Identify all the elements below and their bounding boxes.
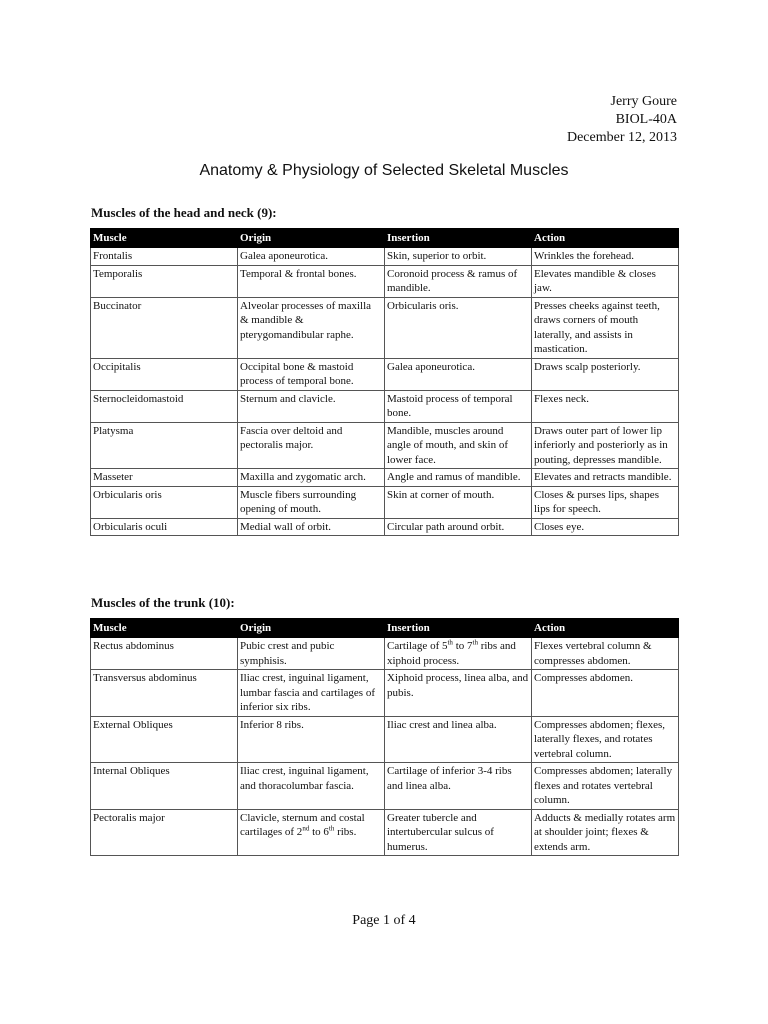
origin-cell: Occipital bone & mastoid process of temporal bone.	[238, 358, 385, 390]
muscle-cell: Frontalis	[91, 248, 238, 266]
table-row	[91, 638, 679, 670]
table-row	[91, 297, 679, 358]
table-row	[91, 248, 679, 266]
page-number: Page 1 of 4	[352, 913, 416, 928]
action-cell: Elevates and retracts mandible.	[532, 469, 679, 487]
muscle-cell: External Obliques	[91, 716, 238, 763]
muscle-cell: Occipitalis	[91, 358, 238, 390]
action-cell: Compresses abdomen; laterally flexes and rotates vertebral column.	[532, 763, 679, 810]
table-row	[91, 518, 679, 536]
trunk-table	[90, 618, 679, 856]
table-row	[91, 358, 679, 390]
insertion-cell: Galea aponeurotica.	[385, 358, 532, 390]
action-cell: Flexes vertebral column & compresses abdomen.	[532, 638, 679, 670]
section-heading-trunk: Muscles of the trunk (10):	[91, 595, 235, 610]
insertion-cell: Xiphoid process, linea alba, and pubis.	[385, 670, 532, 717]
origin-cell: Muscle fibers surrounding opening of mouth.	[238, 486, 385, 518]
table-header-row	[91, 229, 679, 248]
origin-cell: Galea aponeurotica.	[238, 248, 385, 266]
action-cell: Closes eye.	[532, 518, 679, 536]
insertion-cell: Circular path around orbit.	[385, 518, 532, 536]
muscle-cell: Masseter	[91, 469, 238, 487]
action-cell: Closes & purses lips, shapes lips for speech.	[532, 486, 679, 518]
insertion-cell: Greater tubercle and intertubercular sulcus of humerus.	[385, 809, 532, 856]
muscle-cell: Pectoralis major	[91, 809, 238, 856]
course-code: BIOL-40A	[615, 112, 677, 127]
insertion-cell: Iliac crest and linea alba.	[385, 716, 532, 763]
origin-cell: Medial wall of orbit.	[238, 518, 385, 536]
origin-cell: Iliac crest, inguinal ligament, lumbar fascia and cartilages of inferior six ribs.	[238, 670, 385, 717]
muscle-cell: Internal Obliques	[91, 763, 238, 810]
muscle-cell: Transversus abdominus	[91, 670, 238, 717]
insertion-cell: Skin at corner of mouth.	[385, 486, 532, 518]
column-header-origin: Origin	[238, 229, 385, 248]
column-header-muscle: Muscle	[91, 229, 238, 248]
insertion-cell: Cartilage of 5th to 7th ribs and xiphoid process.	[385, 638, 532, 670]
column-header-action: Action	[532, 229, 679, 248]
table-row	[91, 716, 679, 763]
author-block	[567, 93, 677, 147]
muscle-cell: Sternocleidomastoid	[91, 390, 238, 422]
muscle-cell: Rectus abdominus	[91, 638, 238, 670]
action-cell: Compresses abdomen; flexes, laterally flexes, and rotates vertebral column.	[532, 716, 679, 763]
insertion-cell: Orbicularis oris.	[385, 297, 532, 358]
table-row	[91, 809, 679, 856]
table-row	[91, 265, 679, 297]
action-cell: Draws outer part of lower lip inferiorly and posteriorly as in pouting, depresses mandible.	[532, 422, 679, 469]
table-row	[91, 390, 679, 422]
origin-cell: Sternum and clavicle.	[238, 390, 385, 422]
head-neck-table	[90, 228, 679, 536]
column-header-insertion: Insertion	[385, 229, 532, 248]
column-header-muscle: Muscle	[91, 619, 238, 638]
document-date: December 12, 2013	[566, 130, 677, 145]
origin-cell: Alveolar processes of maxilla & mandible & pterygomandibular raphe.	[238, 297, 385, 358]
action-cell: Compresses abdomen.	[532, 670, 679, 717]
section-heading-head-neck: Muscles of the head and neck (9):	[91, 205, 277, 220]
action-cell: Elevates mandible & closes jaw.	[532, 265, 679, 297]
insertion-cell: Mandible, muscles around angle of mouth, and skin of lower face.	[385, 422, 532, 469]
muscle-cell: Temporalis	[91, 265, 238, 297]
table-header-row	[91, 619, 679, 638]
insertion-cell: Cartilage of inferior 3-4 ribs and linea alba.	[385, 763, 532, 810]
action-cell: Adducts & medially rotates arm at shoulder joint; flexes & extends arm.	[532, 809, 679, 856]
page-title: Anatomy & Physiology of Selected Skeletal Muscles	[199, 162, 569, 179]
action-cell: Draws scalp posteriorly.	[532, 358, 679, 390]
muscle-cell: Orbicularis oculi	[91, 518, 238, 536]
table-row	[91, 670, 679, 717]
muscle-cell: Orbicularis oris	[91, 486, 238, 518]
origin-cell: Maxilla and zygomatic arch.	[238, 469, 385, 487]
insertion-cell: Skin, superior to orbit.	[385, 248, 532, 266]
column-header-action: Action	[532, 619, 679, 638]
table-row	[91, 486, 679, 518]
insertion-cell: Angle and ramus of mandible.	[385, 469, 532, 487]
column-header-insertion: Insertion	[385, 619, 532, 638]
table-row	[91, 763, 679, 810]
table-row	[91, 422, 679, 469]
origin-cell: Pubic crest and pubic symphisis.	[238, 638, 385, 670]
insertion-cell: Mastoid process of temporal bone.	[385, 390, 532, 422]
action-cell: Flexes neck.	[532, 390, 679, 422]
author-name: Jerry Goure	[610, 94, 677, 109]
origin-cell: Temporal & frontal bones.	[238, 265, 385, 297]
action-cell: Wrinkles the forehead.	[532, 248, 679, 266]
muscle-cell: Buccinator	[91, 297, 238, 358]
origin-cell: Clavicle, sternum and costal cartilages of 2nd to 6th ribs.	[238, 809, 385, 856]
action-cell: Presses cheeks against teeth, draws corners of mouth laterally, and assists in mastication.	[532, 297, 679, 358]
column-header-origin: Origin	[238, 619, 385, 638]
table-row	[91, 469, 679, 487]
muscle-cell: Platysma	[91, 422, 238, 469]
insertion-cell: Coronoid process & ramus of mandible.	[385, 265, 532, 297]
origin-cell: Iliac crest, inguinal ligament, and thoracolumbar fascia.	[238, 763, 385, 810]
origin-cell: Inferior 8 ribs.	[238, 716, 385, 763]
origin-cell: Fascia over deltoid and pectoralis major.	[238, 422, 385, 469]
